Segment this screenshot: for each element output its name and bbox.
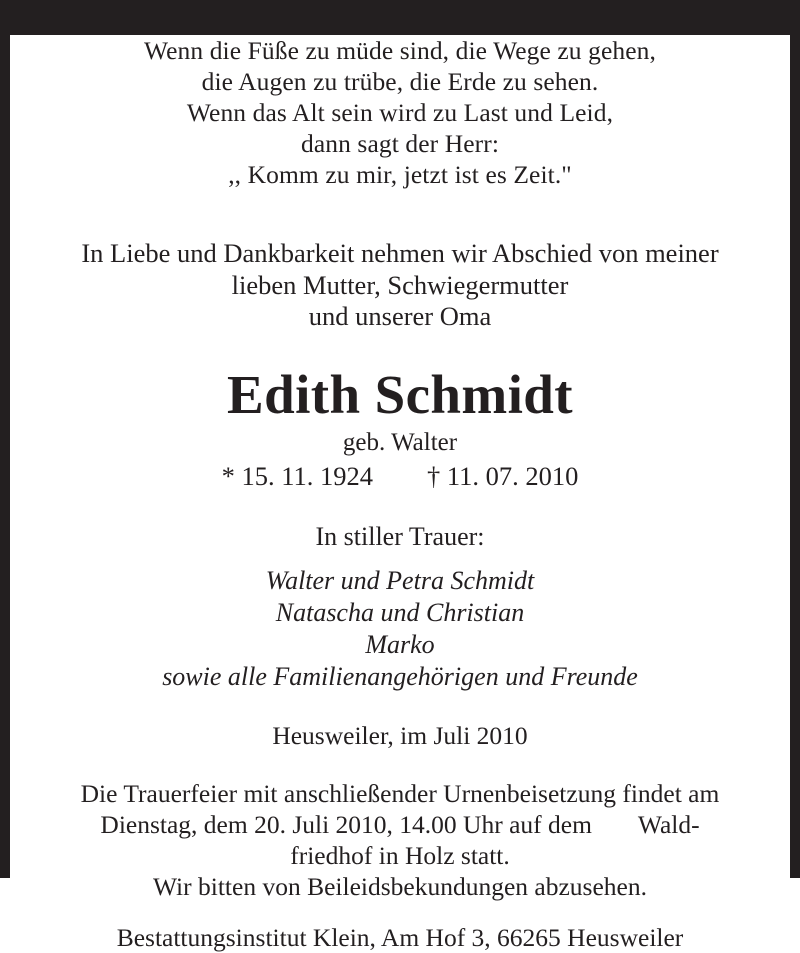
mourner-line: Walter und Petra Schmidt <box>265 565 535 595</box>
undertaker-info: Bestattungsinstitut Klein, Am Hof 3, 66265 Heusweiler <box>116 922 684 952</box>
notice-content <box>10 35 790 952</box>
ceremony-line: friedhof in Holz statt. <box>290 840 510 870</box>
mourner-line: sowie alle Familienangehörigen und Freunde <box>162 661 638 691</box>
ceremony-line-after-gap: Wald- <box>637 809 700 839</box>
poem-block <box>58 35 742 190</box>
identity-block <box>58 364 742 493</box>
place-and-date: Heusweiler, im Juli 2010 <box>272 720 528 750</box>
ceremony-line: Wir bitten von Beileidsbekundungen abzusehen. <box>153 871 647 901</box>
mourner-line: Natascha und Christian <box>275 597 525 627</box>
dedication-block <box>58 238 742 333</box>
ceremony-line-before-gap: Dienstag, dem 20. Juli 2010, 14.00 Uhr auf dem <box>100 809 592 839</box>
poem-line: dann sagt der Herr: <box>300 129 500 158</box>
mourner-line: Marko <box>365 629 435 659</box>
birth-symbol-icon: * <box>221 460 235 491</box>
poem-line: die Augen zu trübe, die Erde zu sehen. <box>201 67 599 96</box>
dedication-line: und unserer Oma <box>308 301 492 331</box>
mourning-block <box>58 521 742 693</box>
dedication-line: In Liebe und Dankbarkeit nehmen wir Abschied von meiner <box>81 238 719 268</box>
ceremony-line: Die Trauerfeier mit anschließender Urnenbeisetzung findet am <box>80 778 720 808</box>
death-date: 11. 07. 2010 <box>446 460 579 491</box>
birth-date: 15. 11. 1924 <box>241 460 373 491</box>
ceremony-line-split <box>58 809 742 840</box>
deceased-name: Edith Schmidt <box>227 363 573 425</box>
poem-line: Wenn die Füße zu müde sind, die Wege zu gehen, <box>143 36 656 65</box>
poem-line: Wenn das Alt sein wird zu Last und Leid, <box>186 98 614 127</box>
mourning-heading: In stiller Trauer: <box>315 521 485 551</box>
maiden-name: geb. Walter <box>342 428 458 456</box>
life-dates <box>58 460 742 493</box>
dedication-line: lieben Mutter, Schwiegermutter <box>231 269 569 300</box>
death-symbol-icon: † <box>427 460 441 491</box>
poem-line: ,, Komm zu mir, jetzt ist es Zeit." <box>228 160 572 189</box>
ceremony-block <box>58 778 742 902</box>
mourners-list <box>58 565 742 693</box>
